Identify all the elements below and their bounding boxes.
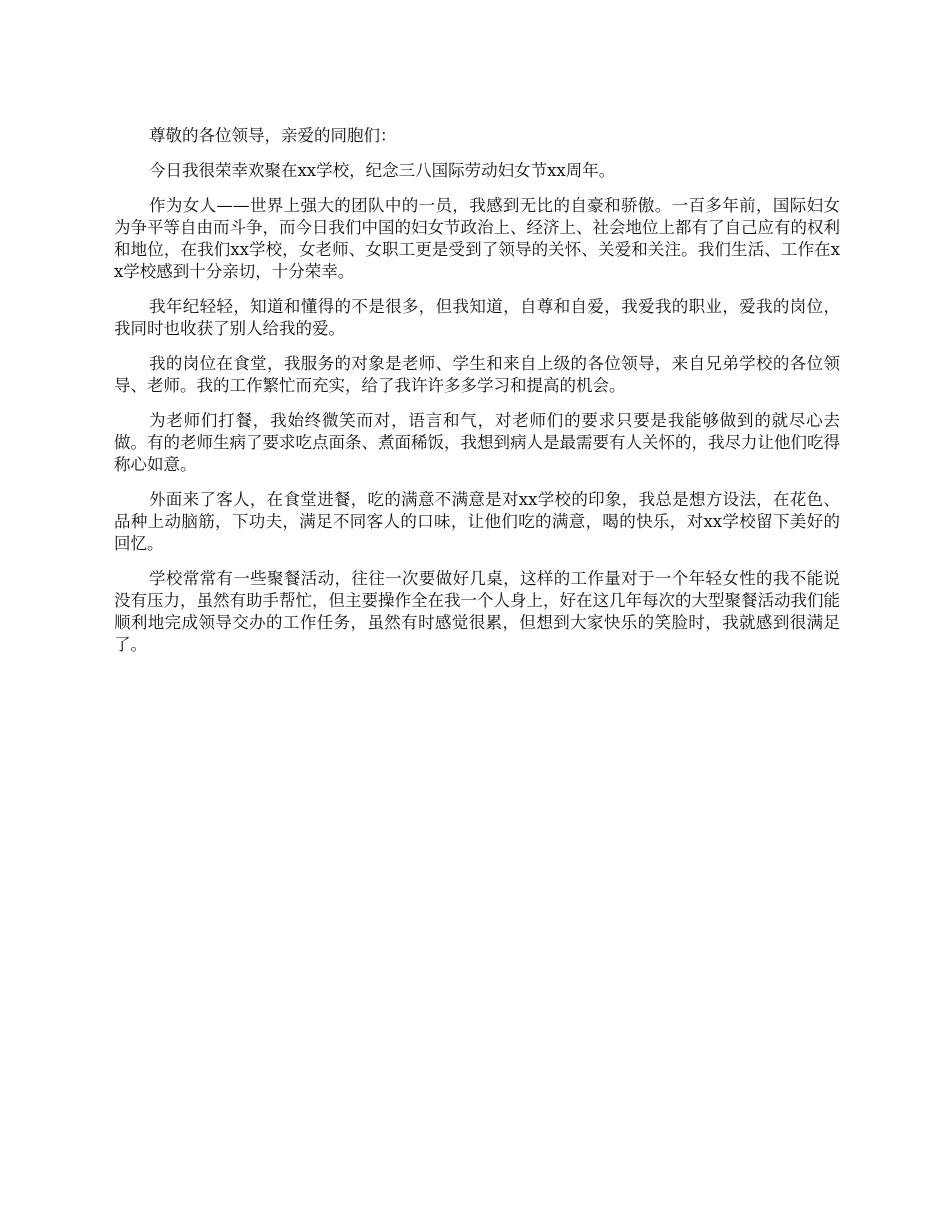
body-paragraph: 我年纪轻轻，知道和懂得的不是很多，但我知道，自尊和自爱，我爱我的职业，爱我的岗位，我同时也收获了别人给我的爱。 bbox=[114, 297, 840, 338]
opening-paragraph: 今日我很荣幸欢聚在xx学校，纪念三八国际劳动妇女节xx周年。 bbox=[149, 161, 616, 180]
body-paragraph: 外面来了客人，在食堂进餐，吃的满意不满意是对xx学校的印象，我总是想方设法，在花色、品种上动脑筋，下功夫，满足不同客人的口味，让他们吃的满意，喝的快乐，对xx学校留下美好的回忆。 bbox=[114, 490, 840, 553]
document-body bbox=[114, 125, 840, 669]
body-paragraph: 作为女人——世界上强大的团队中的一员，我感到无比的自豪和骄傲。一百多年前，国际妇女为争平等自由而斗争，而今日我们中国的妇女节政治上、经济上、社会地位上都有了自己应有的权利和地位，在我们xx学校，女老师、女职工更是受到了领导的关怀、关爱和关注。我们生活、工作在xx学校感到十分亲切，十分荣幸。 bbox=[114, 196, 840, 281]
body-paragraph: 为老师们打餐，我始终微笑而对，语言和气，对老师们的要求只要是我能够做到的就尽心去做。有的老师生病了要求吃点面条、煮面稀饭，我想到病人是最需要有人关怀的，我尽力让他们吃得称心如意。 bbox=[114, 411, 840, 474]
body-paragraph: 我的岗位在食堂，我服务的对象是老师、学生和来自上级的各位领导，来自兄弟学校的各位领导、老师。我的工作繁忙而充实，给了我许许多多学习和提高的机会。 bbox=[114, 354, 840, 395]
salutation-paragraph: 尊敬的各位领导，亲爱的同胞们： bbox=[149, 126, 397, 145]
closing-paragraph: 学校常常有一些聚餐活动，往往一次要做好几桌，这样的工作量对于一个年轻女性的我不能说没有压力，虽然有助手帮忙，但主要操作全在我一个人身上，好在这几年每次的大型聚餐活动我们能顺利地完成领导交办的工作任务，虽然有时感觉很累，但想到大家快乐的笑脸时，我就感到很满足了。 bbox=[114, 569, 840, 654]
